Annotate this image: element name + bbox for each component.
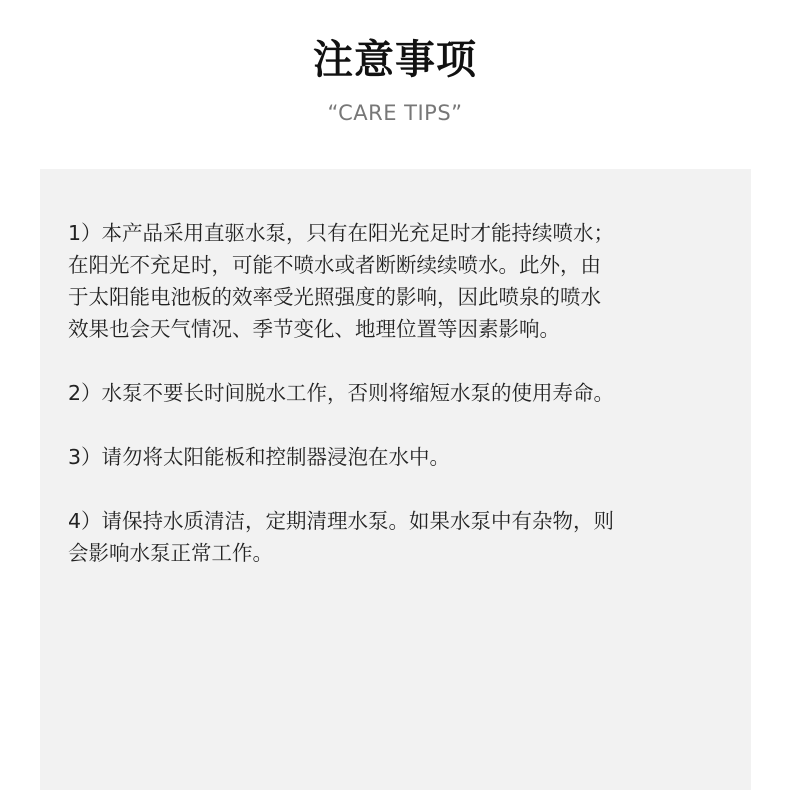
tip-item-4 xyxy=(68,505,728,569)
tip-item-2 xyxy=(68,377,728,409)
tip-line: 效果也会天气情况、季节变化、地理位置等因素影响。 xyxy=(68,317,560,341)
tip-line: 于太阳能电池板的效率受光照强度的影响，因此喷泉的喷水 xyxy=(68,285,601,309)
tip-item-1 xyxy=(68,217,728,345)
page-title: 注意事项 xyxy=(313,37,477,83)
tip-line: 3）请勿将太阳能板和控制器浸泡在水中。 xyxy=(68,445,451,469)
tip-line: 4）请保持水质清洁，定期清理水泵。如果水泵中有杂物，则 xyxy=(68,509,615,533)
tips-list xyxy=(68,217,728,601)
tip-line: 1）本产品采用直驱水泵，只有在阳光充足时才能持续喷水； xyxy=(68,221,615,245)
tips-panel xyxy=(40,169,751,790)
tip-item-3 xyxy=(68,441,728,473)
tip-line: 在阳光不充足时，可能不喷水或者断断续续喷水。此外，由 xyxy=(68,253,601,277)
tip-line: 会影响水泵正常工作。 xyxy=(68,541,273,565)
page-subtitle: “CARE TIPS” xyxy=(327,101,463,125)
tip-line: 2）水泵不要长时间脱水工作，否则将缩短水泵的使用寿命。 xyxy=(68,381,615,405)
